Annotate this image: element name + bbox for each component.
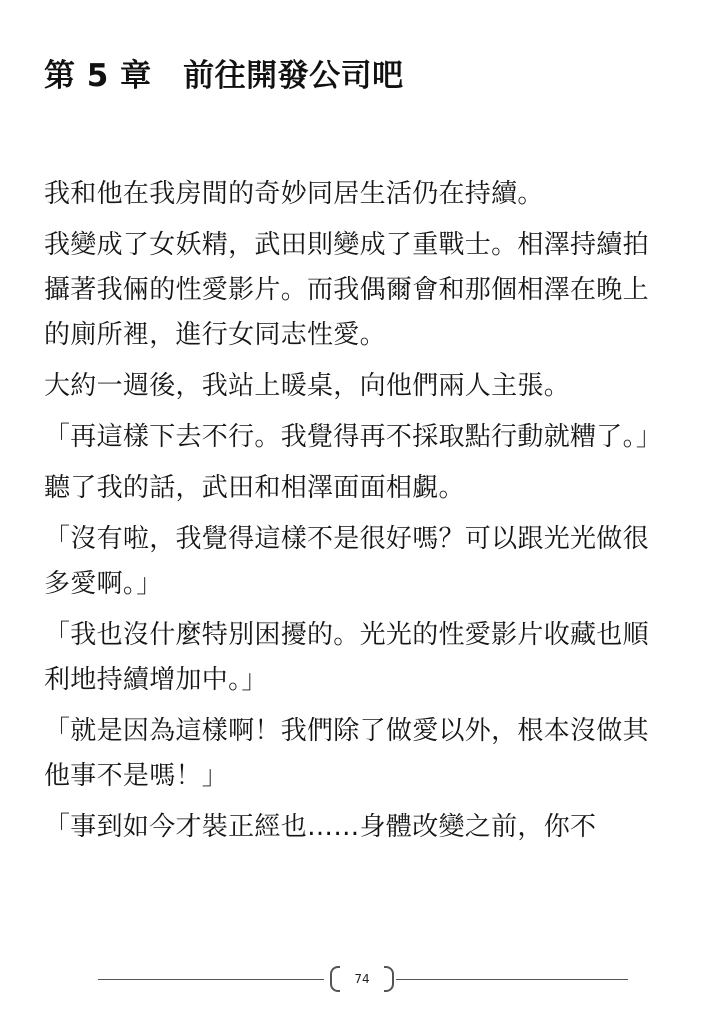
page-footer — [98, 964, 628, 996]
footer-rule-left — [98, 979, 324, 980]
paragraph: 我和他在我房間的奇妙同居生活仍在持續。 — [44, 179, 544, 209]
paragraph: 「我也沒什麼特別困擾的。光光的性愛影片收藏也順利地持續增加中。」 — [44, 620, 649, 695]
body-text — [44, 172, 669, 856]
page-number: 74 — [354, 972, 370, 986]
paragraph: 「沒有啦，我覺得這樣不是很好嗎？可以跟光光做很多愛啊。」 — [44, 524, 649, 599]
paragraph: 大約一週後，我站上暖桌，向他們兩人主張。 — [44, 371, 571, 401]
paragraph: 「事到如今才裝正經也……身體改變之前，你不 — [44, 812, 597, 842]
paragraph: 「就是因為這樣啊！我們除了做愛以外，根本沒做其他事不是嗎！」 — [44, 716, 649, 791]
paragraph: 「再這樣下去不行。我覺得再不採取點行動就糟了。」 — [44, 422, 663, 452]
page-number-bracket-right — [384, 966, 394, 992]
footer-rule-right — [396, 979, 628, 980]
page-number-bracket-left — [330, 966, 340, 992]
chapter-title: 第 5 章 前往開發公司吧 — [44, 58, 404, 94]
paragraph: 我變成了女妖精，武田則變成了重戰士。相澤持續拍攝著我倆的性愛影片。而我偶爾會和那個相澤在晚上的廁所裡，進行女同志性愛。 — [44, 230, 649, 350]
paragraph: 聽了我的話，武田和相澤面面相覷。 — [44, 473, 465, 503]
